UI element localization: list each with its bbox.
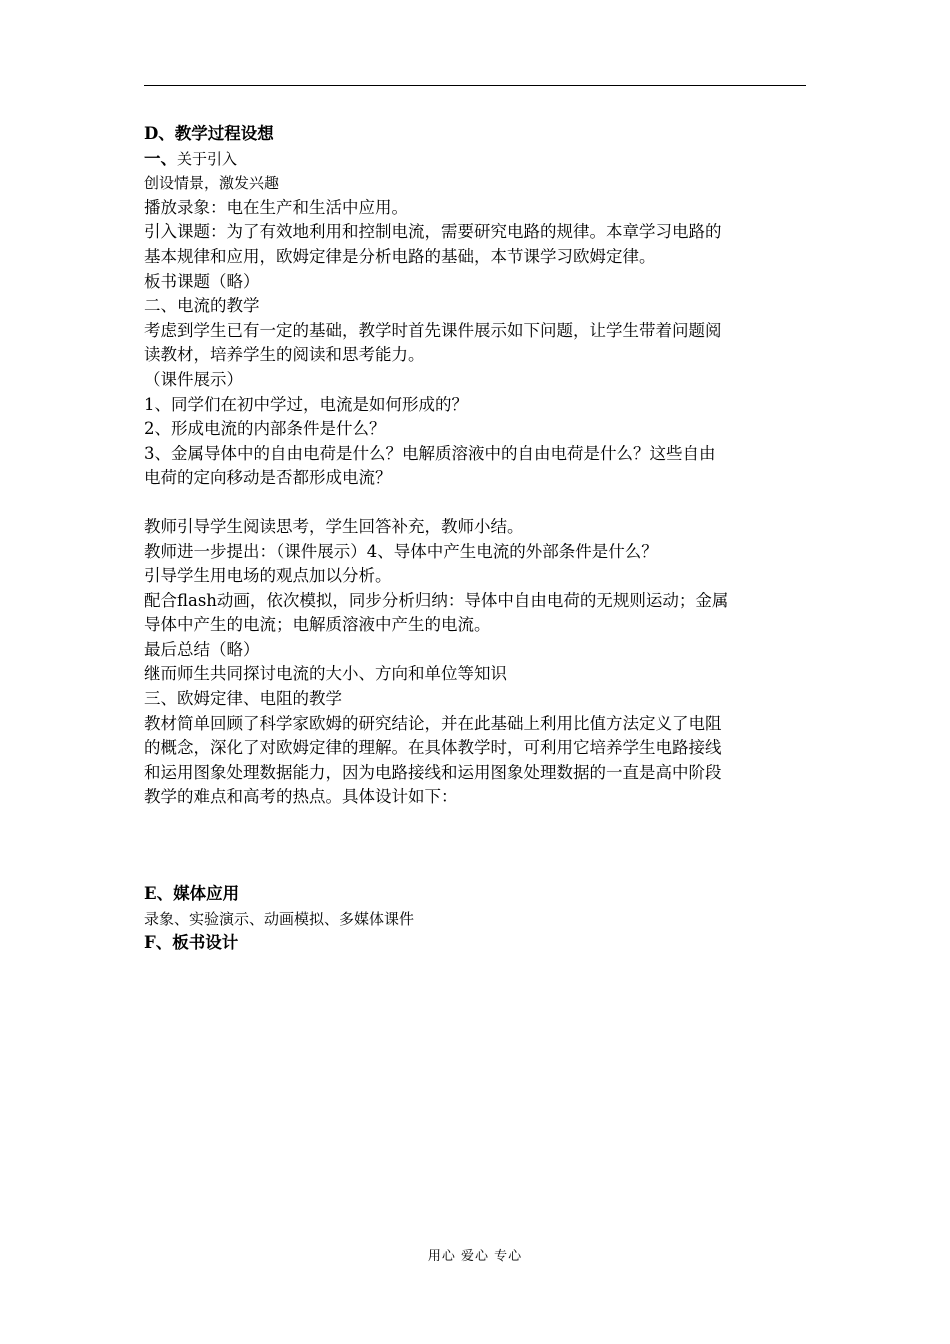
question-line: 电荷的定向移动是否都形成电流？ <box>144 468 392 488</box>
paragraph-line: 教学的难点和高考的热点。具体设计如下： <box>144 787 458 807</box>
paragraph-line: 和运用图象处理数据能力，因为电路接线和运用图象处理数据的一直是高中阶段 <box>144 762 722 782</box>
paragraph-line: 板书课题（略） <box>144 271 260 291</box>
section-e-text: 录象、实验演示、动画模拟、多媒体课件 <box>144 909 415 928</box>
section-d-title: D、教学过程设想 <box>144 124 274 143</box>
paragraph-line: 引导学生用电场的观点加以分析。 <box>144 566 392 586</box>
paragraph-line: 考虑到学生已有一定的基础，教学时首先课件展示如下问题，让学生带着问题阅 <box>144 320 722 340</box>
paragraph-line: 配合flash动画，依次模拟，同步分析归纳：导体中自由电荷的无规则运动；金属 <box>144 590 729 610</box>
part3-heading: 三、欧姆定律、电阻的教学 <box>144 689 342 709</box>
paragraph-line: 教师进一步提出：（课件展示）4、导体中产生电流的外部条件是什么？ <box>144 541 658 561</box>
document-body <box>144 122 808 956</box>
part1-heading <box>144 147 808 172</box>
blank-space <box>144 810 808 882</box>
paragraph-line: 读教材，培养学生的阅读和思考能力。 <box>144 345 425 365</box>
question-line: 3、金属导体中的自由电荷是什么？电解质溶液中的自由电荷是什么？这些自由 <box>144 443 716 463</box>
page-footer: 用心 爱心 专心 <box>427 1249 523 1264</box>
part2-heading: 二、电流的教学 <box>144 296 260 316</box>
paragraph-line: 教材简单回顾了科学家欧姆的研究结论，并在此基础上利用比值方法定义了电阻 <box>144 713 722 733</box>
part1-heading-text: 关于引入 <box>177 149 238 168</box>
paragraph-line: 继而师生共同探讨电流的大小、方向和单位等知识 <box>144 664 507 684</box>
question-line: 1、同学们在初中学过，电流是如何形成的？ <box>144 394 468 414</box>
section-e-title: E、媒体应用 <box>144 884 240 904</box>
paragraph-line: 创设情景，激发兴趣 <box>144 174 280 193</box>
paragraph-line: 播放录象：电在生产和生活中应用。 <box>144 197 408 217</box>
header-rule <box>144 85 806 86</box>
part1-heading-num: 一、 <box>144 148 177 168</box>
paragraph-line: 导体中产生的电流；电解质溶液中产生的电流。 <box>144 615 491 635</box>
paragraph-line: 引入课题：为了有效地利用和控制电流，需要研究电路的规律。本章学习电路的 <box>144 222 722 242</box>
paragraph-line: （课件展示） <box>144 369 243 389</box>
question-line: 2、形成电流的内部条件是什么？ <box>144 419 386 439</box>
paragraph-line: 教师引导学生阅读思考，学生回答补充，教师小结。 <box>144 516 524 536</box>
paragraph-line: 基本规律和应用，欧姆定律是分析电路的基础，本节课学习欧姆定律。 <box>144 246 656 266</box>
paragraph-line: 最后总结（略） <box>144 639 260 659</box>
blank-line <box>144 491 808 515</box>
section-f-title: F、板书设计 <box>144 933 239 953</box>
paragraph-line: 的概念，深化了对欧姆定律的理解。在具体教学时，可利用它培养学生电路接线 <box>144 738 722 758</box>
